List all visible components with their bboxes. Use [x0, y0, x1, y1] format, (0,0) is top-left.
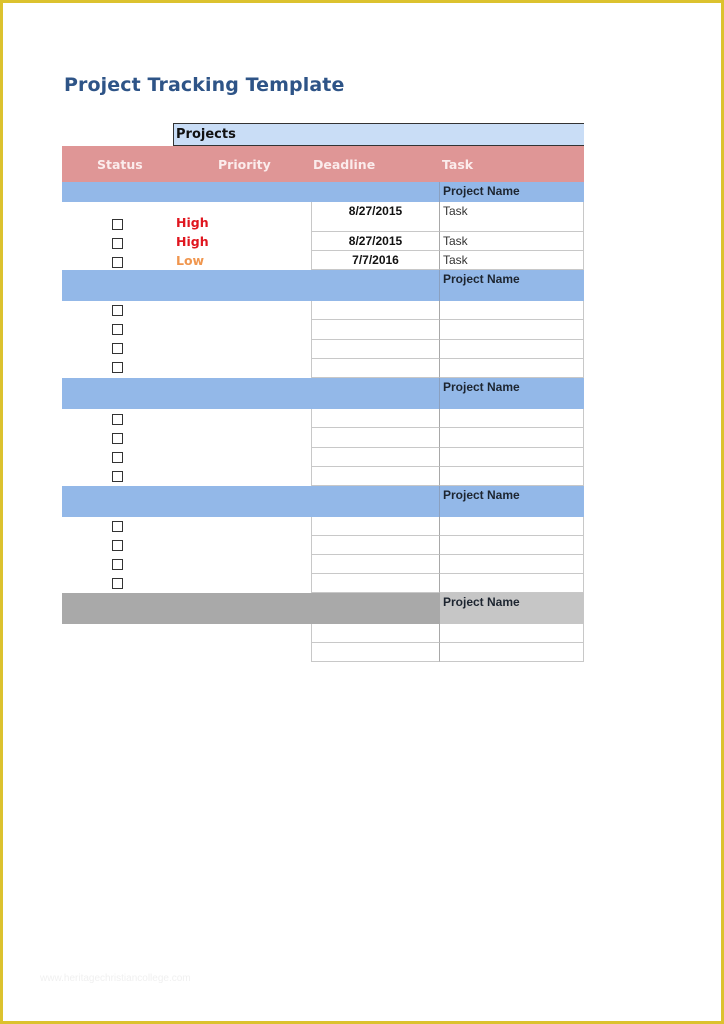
- task-cell[interactable]: [439, 643, 584, 662]
- task-cell[interactable]: [439, 232, 584, 251]
- status-checkbox[interactable]: [112, 521, 123, 532]
- deadline-cell[interactable]: [311, 320, 439, 340]
- project-name-cell[interactable]: [439, 378, 584, 409]
- task-cell[interactable]: [439, 359, 584, 378]
- deadline-cell[interactable]: [311, 301, 439, 320]
- status-checkbox[interactable]: [112, 433, 123, 444]
- project-band: [62, 486, 584, 517]
- task-cell[interactable]: [439, 301, 584, 320]
- deadline-cell[interactable]: [311, 428, 439, 448]
- project-name-cell[interactable]: [439, 270, 584, 301]
- project-band: [62, 378, 584, 409]
- priority-low: Low: [176, 253, 205, 268]
- task-cell[interactable]: [439, 574, 584, 593]
- task-value: Task: [443, 234, 468, 248]
- task-cell[interactable]: [439, 467, 584, 486]
- deadline-cell[interactable]: [311, 467, 439, 486]
- task-cell[interactable]: [439, 251, 584, 270]
- status-checkbox[interactable]: [112, 540, 123, 551]
- status-checkbox[interactable]: [112, 257, 123, 268]
- deadline-value: 8/27/2015: [348, 234, 403, 248]
- task-cell[interactable]: [439, 340, 584, 359]
- project-name: Project Name: [443, 272, 520, 286]
- projects-bar: [173, 123, 584, 146]
- status-checkbox[interactable]: [112, 471, 123, 482]
- status-checkbox[interactable]: [112, 414, 123, 425]
- deadline-value: 8/27/2015: [348, 204, 403, 218]
- task-cell[interactable]: [439, 536, 584, 555]
- project-name: Project Name: [443, 488, 520, 502]
- task-cell[interactable]: [439, 624, 584, 643]
- status-checkbox[interactable]: [112, 238, 123, 249]
- status-checkbox[interactable]: [112, 305, 123, 316]
- priority-high: High: [176, 234, 209, 249]
- task-cell[interactable]: [439, 428, 584, 448]
- status-checkbox[interactable]: [112, 578, 123, 589]
- task-cell[interactable]: [439, 517, 584, 536]
- header-priority: Priority: [218, 157, 271, 172]
- header-deadline: Deadline: [313, 157, 376, 172]
- project-name-cell[interactable]: [439, 486, 584, 517]
- status-checkbox[interactable]: [112, 343, 123, 354]
- deadline-cell[interactable]: [311, 251, 439, 270]
- status-checkbox[interactable]: [112, 362, 123, 373]
- project-band: [62, 593, 584, 624]
- deadline-cell[interactable]: [311, 232, 439, 251]
- deadline-cell[interactable]: [311, 643, 439, 662]
- project-name-cell[interactable]: [439, 593, 584, 624]
- deadline-cell[interactable]: [311, 555, 439, 574]
- page-title: Project Tracking Template: [64, 74, 345, 96]
- watermark: www.heritagechristiancollege.com: [40, 973, 191, 984]
- deadline-cell[interactable]: [311, 574, 439, 593]
- task-cell[interactable]: [439, 202, 584, 232]
- status-checkbox[interactable]: [112, 559, 123, 570]
- deadline-cell[interactable]: [311, 202, 439, 232]
- project-name: Project Name: [443, 595, 520, 609]
- deadline-value: 7/7/2016: [352, 253, 399, 267]
- deadline-cell[interactable]: [311, 340, 439, 359]
- project-band: [62, 270, 584, 301]
- header-task: Task: [442, 157, 474, 172]
- project-name: Project Name: [443, 184, 520, 198]
- deadline-cell[interactable]: [311, 409, 439, 428]
- table-header: [62, 146, 584, 182]
- status-checkbox[interactable]: [112, 219, 123, 230]
- task-value: Task: [443, 204, 468, 218]
- task-value: Task: [443, 253, 468, 267]
- deadline-cell[interactable]: [311, 624, 439, 643]
- status-checkbox[interactable]: [112, 452, 123, 463]
- task-cell[interactable]: [439, 409, 584, 428]
- project-name: Project Name: [443, 380, 520, 394]
- projects-label: Projects: [176, 127, 236, 142]
- task-cell[interactable]: [439, 555, 584, 574]
- priority-high: High: [176, 215, 209, 230]
- status-checkbox[interactable]: [112, 324, 123, 335]
- project-name-cell[interactable]: [439, 182, 584, 202]
- header-status: Status: [97, 157, 143, 172]
- deadline-cell[interactable]: [311, 359, 439, 378]
- deadline-cell[interactable]: [311, 536, 439, 555]
- task-cell[interactable]: [439, 320, 584, 340]
- project-band: [62, 182, 584, 202]
- deadline-cell[interactable]: [311, 448, 439, 467]
- deadline-cell[interactable]: [311, 517, 439, 536]
- task-cell[interactable]: [439, 448, 584, 467]
